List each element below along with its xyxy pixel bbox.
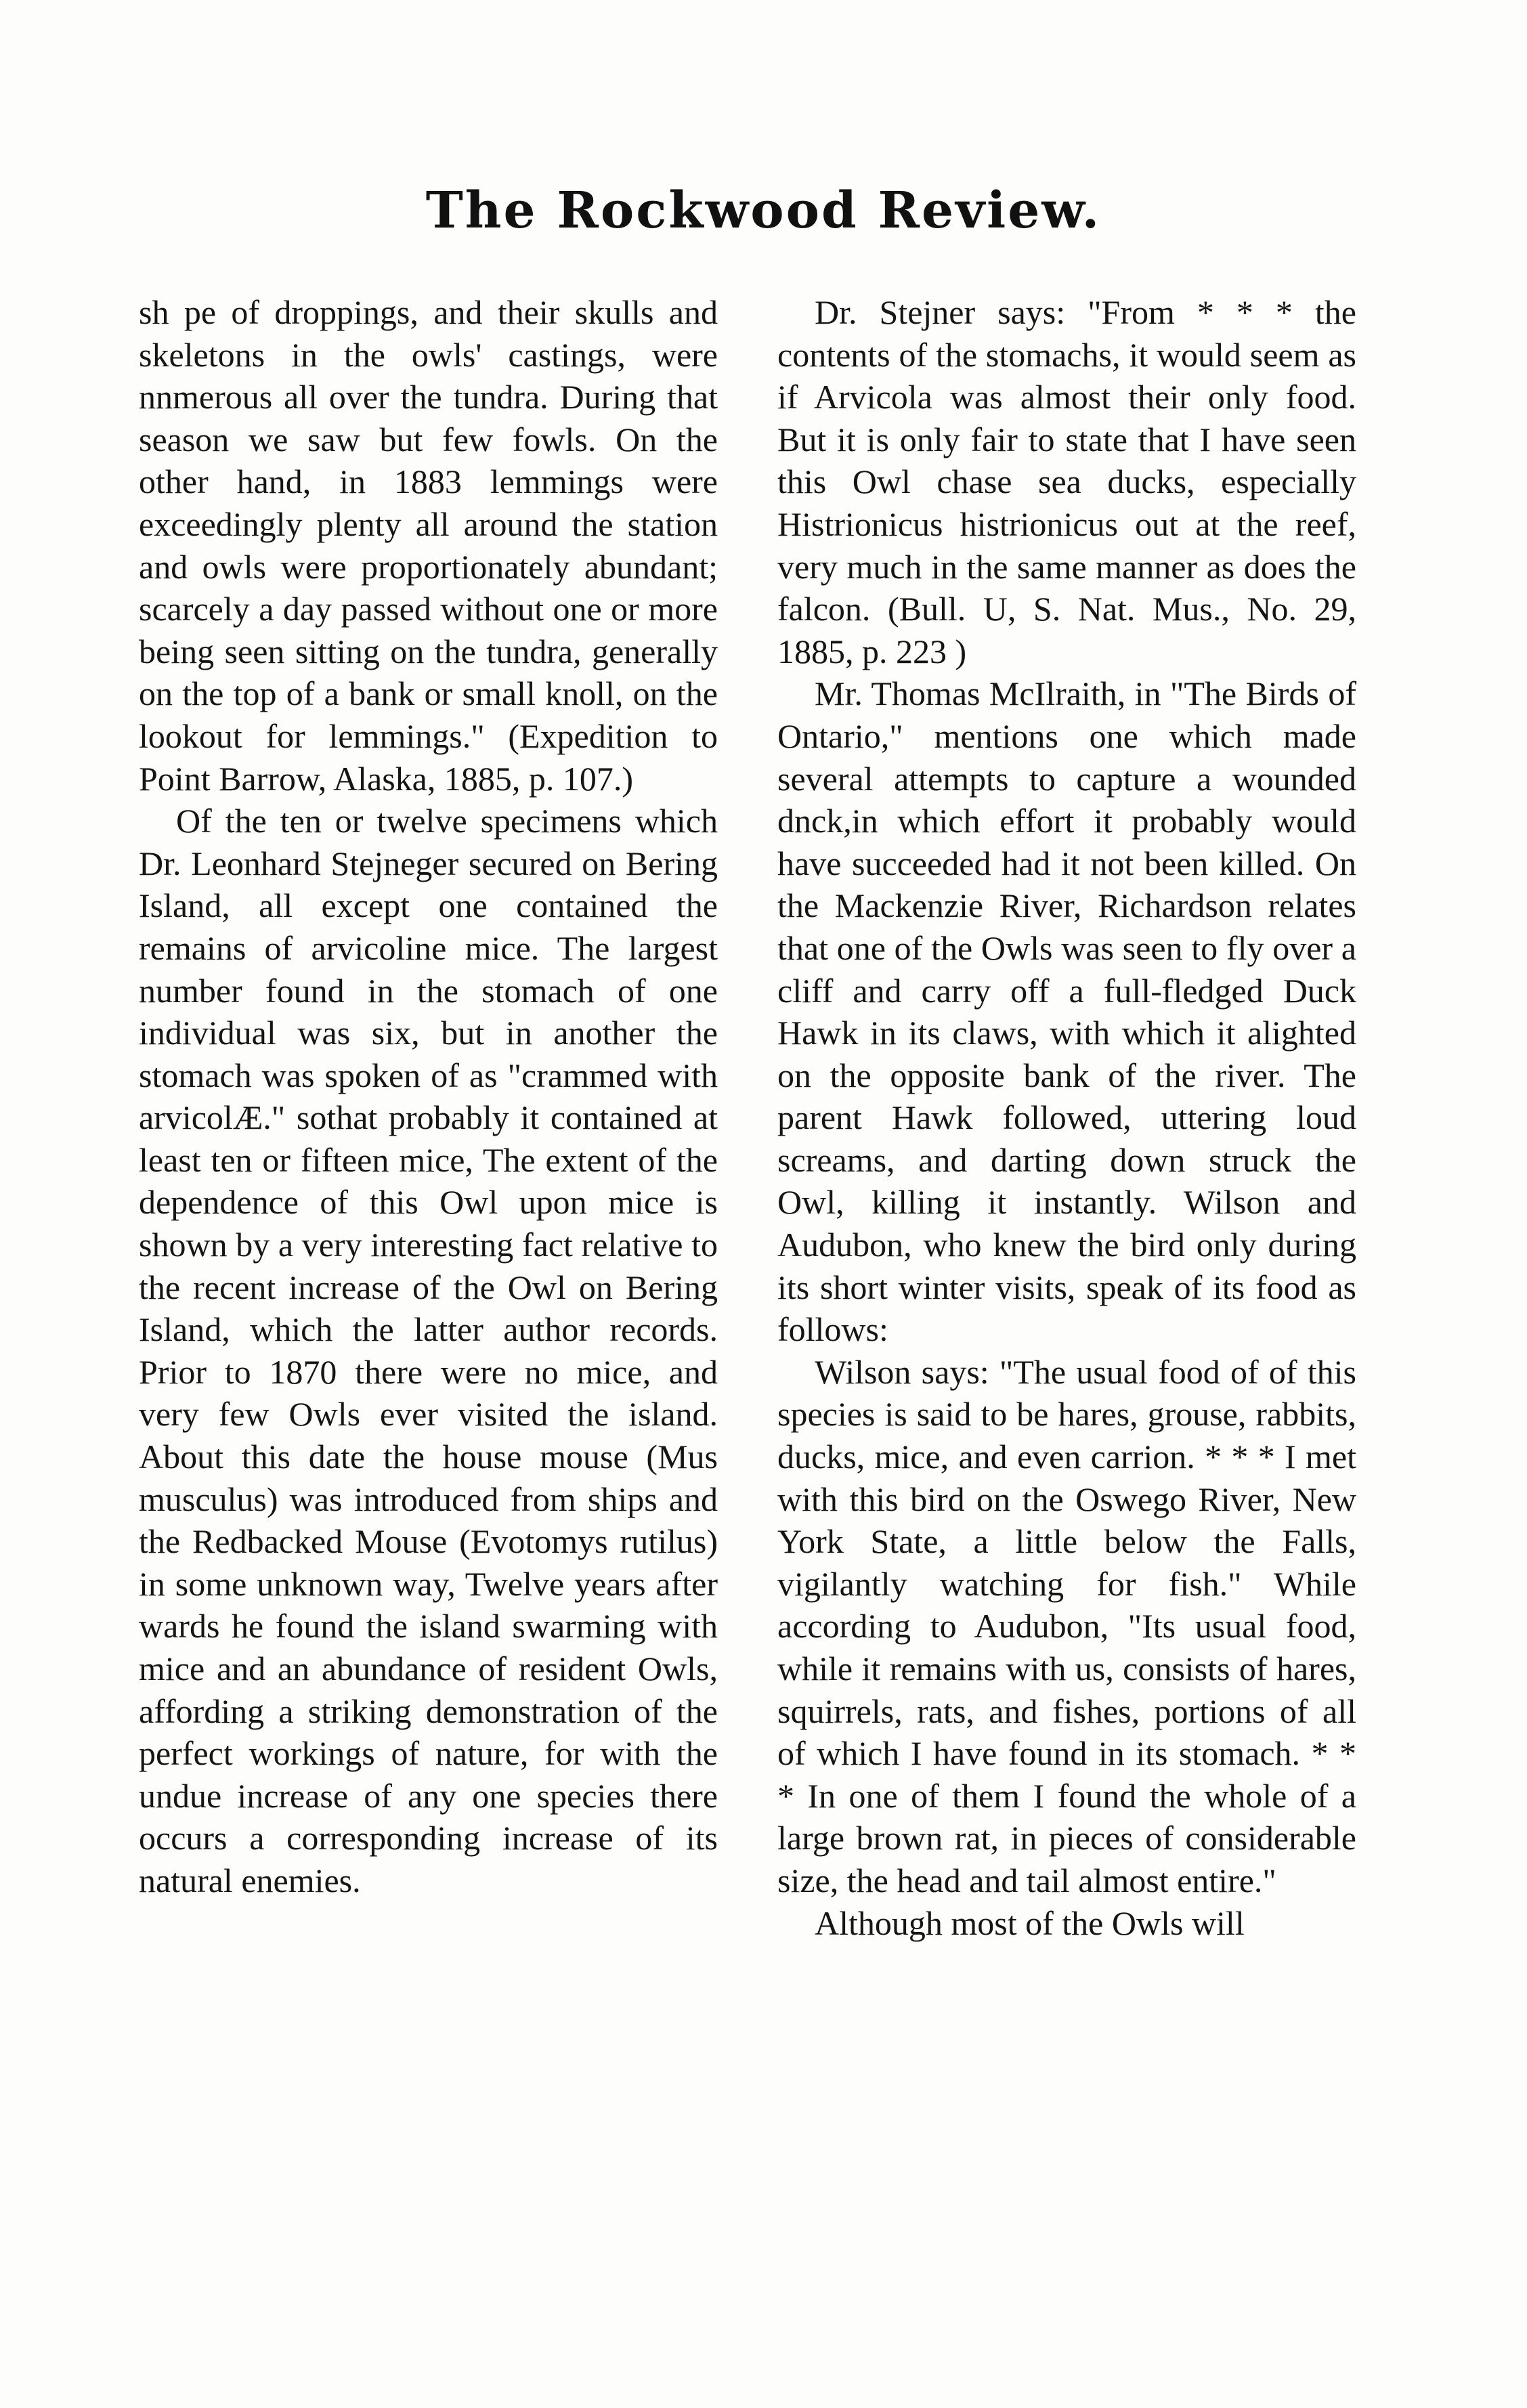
right-column <box>777 291 1356 1944</box>
paragraph: Although most of the Owls will <box>815 1904 1245 1942</box>
left-column <box>139 291 718 1902</box>
paragraph: Dr. Stejner says: "From * * * the contents of the stomachs, it would seem as if Arvicola was almost their only food. But it is only fair to state that I have seen this Owl chase sea ducks, especially Histrionicus histrionicus out at the reef, very much in the same manner as does the falcon. (Bull. U, S. Nat. Mus., No. 29, 1885, p. 223 ) <box>777 293 1356 670</box>
paragraph: Mr. Thomas McIlraith, in "The Birds of Ontario," mentions one which made several attempts to capture a wounded dnck,in which effort it probably would have succeeded had it not been killed. On the Mackenzie River, Richardson relates that one of the Owls was seen to fly over a cliff and carry off a full-fledged Duck Hawk in its claws, with which it alighted on the opposite bank of the river. The parent Hawk followed, uttering loud screams, and darting down struck the Owl, killing it instantly. Wilson and Audubon, who knew the bird only during its short winter visits, speak of its food as follows: <box>777 674 1356 1349</box>
paragraph: Of the ten or twelve specimens which Dr. Leonhard Stejneger secured on Bering Island, all except one contained the remains of arvicoline mice. The largest number found in the stomach of one individual was six, but in another the stomach was spoken of as "crammed with arvicolÆ." sothat probably it contained at least ten or fifteen mice, The extent of the dependence of this Owl upon mice is shown by a very interesting fact relative to the recent increase of the Owl on Bering Island, which the latter author records. Prior to 1870 there were no mice, and very few Owls ever visited the island. About this date the house mouse (Mus musculus) was introduced from ships and the Redbacked Mouse (Evotomys rutilus) in some unknown way, Twelve years after wards he found the island swarming with mice and an abundance of resident Owls, affording a striking demonstration of the perfect workings of nature, for with the undue increase of any one species there occurs a corresponding increase of its natural enemies. <box>139 802 718 1899</box>
paragraph: sh pe of droppings, and their skulls and skeletons in the owls' castings, were nnmerous all over the tundra. During that season we saw but few fowls. On the other hand, in 1883 lemmings were exceedingly plenty all around the station and owls were proportionately abundant; scarcely a day passed without one or more being seen sitting on the tundra, generally on the top of a bank or small knoll, on the lookout for lemmings." (Expedition to Point Barrow, Alaska, 1885, p. 107.) <box>139 293 718 798</box>
page-title: The Rockwood Review. <box>425 181 1102 240</box>
paragraph: Wilson says: "The usual food of of this species is said to be hares, grouse, rabbits, ducks, mice, and even carrion. * * * I met with this bird on the Oswego River, New York State, a little below the Falls, vigilantly watching for fish." While according to Audubon, "Its usual food, while it remains with us, consists of hares, squirrels, rats, and fishes, portions of all of which I have found in its stomach. * * * In one of them I found the whole of a large brown rat, in pieces of considerable size, the head and tail almost entire." <box>777 1352 1356 1899</box>
